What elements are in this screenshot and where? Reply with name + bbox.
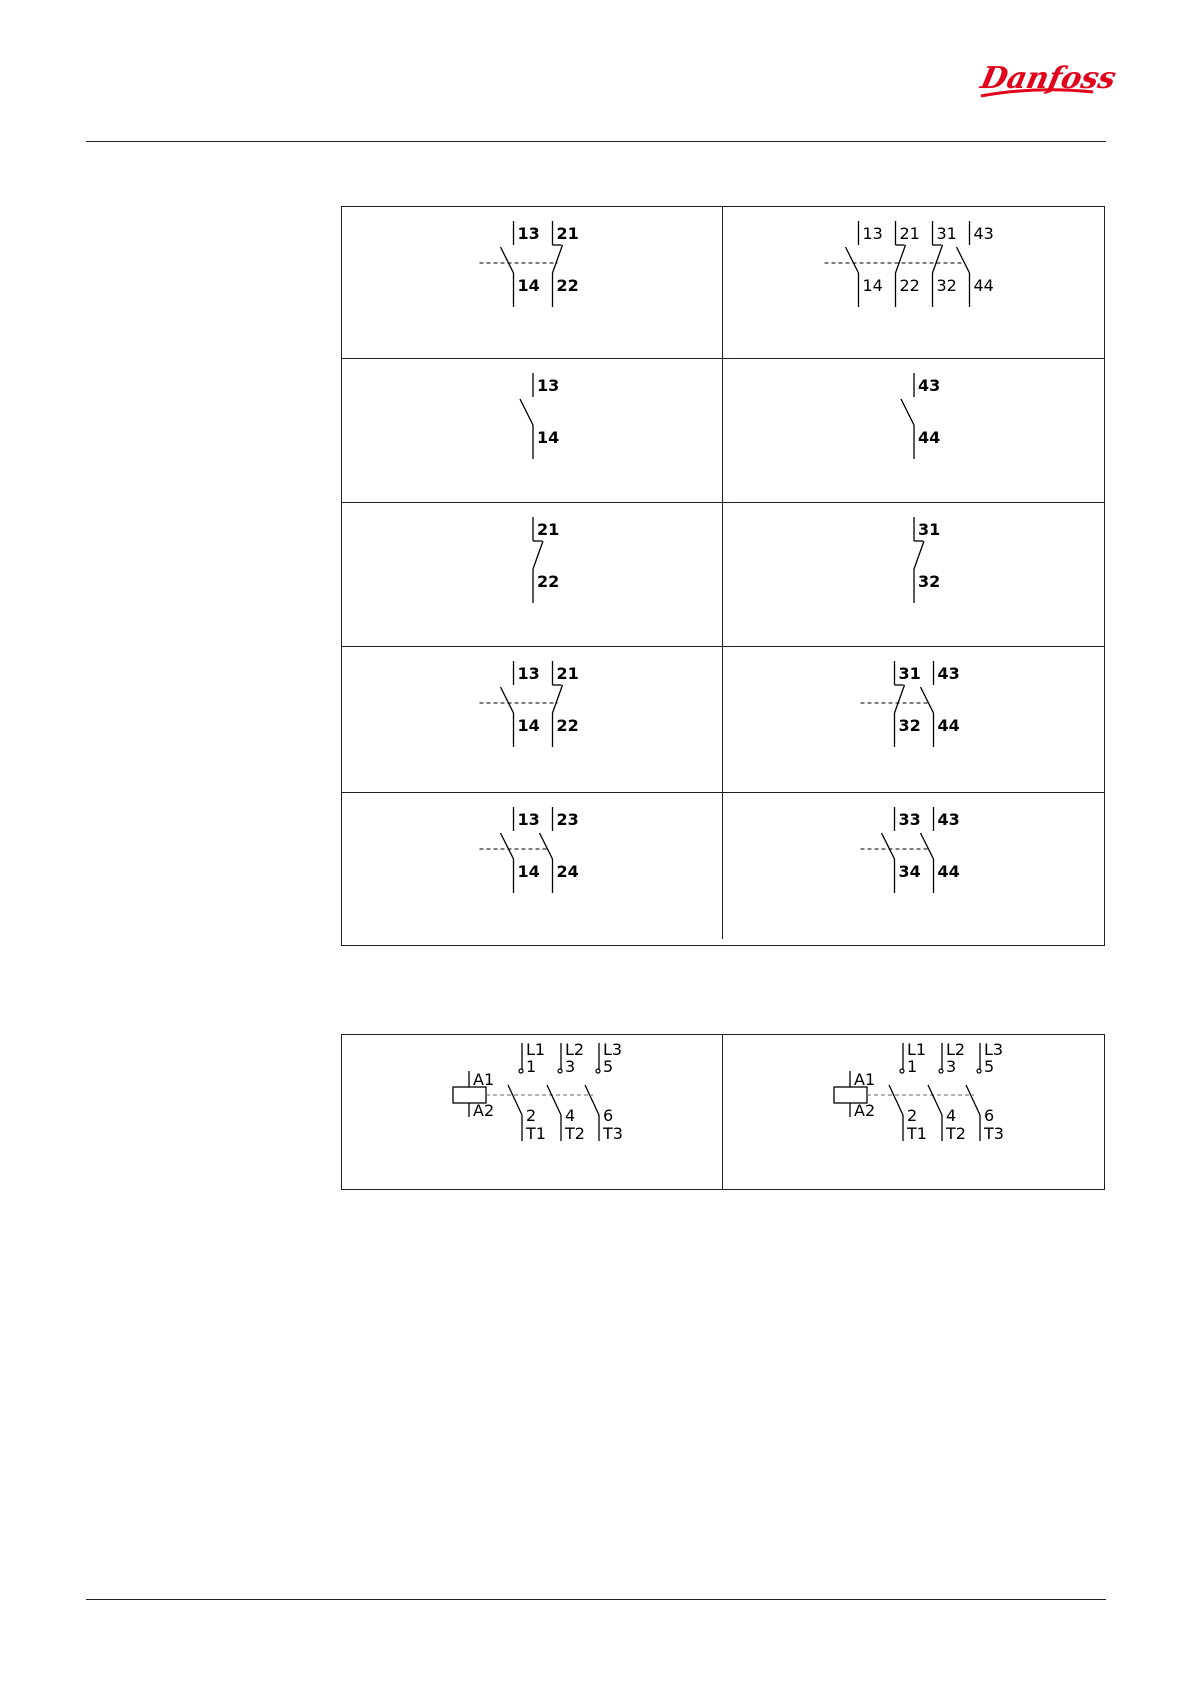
pole-in-label: 3 [946, 1057, 957, 1076]
header-rule [86, 141, 1106, 142]
terminal-label-bottom: 22 [899, 276, 920, 295]
pole-blade [966, 1085, 980, 1115]
contact-blade-no [882, 833, 895, 859]
contact-blade-nc [553, 685, 563, 713]
line-label: L2 [946, 1040, 966, 1059]
load-label: T2 [565, 1124, 585, 1143]
contact-blade-nc [895, 685, 905, 713]
line-label: L3 [603, 1040, 623, 1059]
pole-blade [928, 1085, 942, 1115]
aux-diagram [342, 359, 722, 502]
terminal-label-top: 31 [898, 664, 921, 683]
pole-blade [585, 1085, 599, 1115]
aux-cell [342, 647, 723, 793]
line-label: L1 [526, 1040, 546, 1059]
terminal-label-bottom: 22 [556, 716, 579, 735]
main-contacts-table [341, 1034, 1105, 1190]
pole-terminal-dot [977, 1069, 981, 1073]
aux-diagram [342, 207, 722, 358]
contact-blade-no [540, 833, 553, 859]
pole-in-label: 5 [603, 1057, 614, 1076]
terminal-label-bottom: 34 [898, 862, 921, 881]
pole-terminal-dot [519, 1069, 523, 1073]
danfoss-logo [975, 52, 1119, 104]
terminal-label-bottom: 22 [556, 276, 579, 295]
load-label: T1 [526, 1124, 546, 1143]
pole-terminal-dot [939, 1069, 943, 1073]
terminal-label-bottom: 14 [517, 276, 540, 295]
contact-blade-no [501, 247, 514, 273]
pole-terminal-dot [596, 1069, 600, 1073]
terminal-label-bottom: 44 [937, 716, 960, 735]
terminal-label-top: 23 [556, 810, 579, 829]
pole-in-label: 5 [984, 1057, 995, 1076]
aux-diagram [342, 793, 722, 939]
danfoss-logo-text: Danfoss [977, 61, 1119, 96]
contact-blade-nc [933, 245, 943, 273]
pole-terminal-dot [558, 1069, 562, 1073]
pole-out-label: 4 [565, 1106, 576, 1125]
terminal-label-top: 21 [537, 520, 560, 539]
terminal-label-top: 13 [862, 224, 883, 243]
terminal-label-top: 21 [556, 224, 579, 243]
contact-blade-nc [896, 245, 906, 273]
terminal-label-top: 21 [556, 664, 579, 683]
line-label: L1 [907, 1040, 927, 1059]
terminal-label-bottom: 14 [862, 276, 883, 295]
terminal-label-bottom: 24 [556, 862, 579, 881]
terminal-label-top: 43 [937, 664, 960, 683]
pole-out-label: 6 [984, 1106, 995, 1125]
aux-diagram [723, 359, 1104, 502]
terminal-label-bottom: 32 [898, 716, 921, 735]
aux-diagram [723, 793, 1104, 939]
aux-cell [342, 359, 723, 503]
contact-blade-no [921, 833, 934, 859]
aux-diagram [342, 647, 722, 792]
terminal-label-top: 43 [918, 376, 941, 395]
aux-diagram [342, 503, 722, 646]
contact-blade-no [501, 833, 514, 859]
contact-blade-no [501, 687, 514, 713]
aux-cell [723, 793, 1104, 939]
terminal-label-bottom: 32 [918, 572, 941, 591]
terminal-label-top: 31 [936, 224, 957, 243]
pole-out-label: 2 [907, 1106, 918, 1125]
load-label: T2 [946, 1124, 966, 1143]
terminal-label-top: 13 [517, 810, 540, 829]
line-label: L3 [984, 1040, 1004, 1059]
footer-rule [86, 1599, 1106, 1600]
terminal-label-top: 21 [899, 224, 920, 243]
coil-label-bottom: A2 [854, 1101, 876, 1120]
aux-cell [723, 359, 1104, 503]
terminal-label-top: 43 [937, 810, 960, 829]
pole-out-label: 2 [526, 1106, 537, 1125]
terminal-label-top: 13 [517, 224, 540, 243]
terminal-label-bottom: 44 [937, 862, 960, 881]
main-diagram [342, 1035, 722, 1189]
terminal-label-bottom: 14 [517, 716, 540, 735]
contact-blade-no [520, 399, 533, 425]
aux-diagram [723, 647, 1104, 792]
contact-blade-no [921, 687, 934, 713]
aux-cell [723, 207, 1104, 359]
aux-cell [342, 503, 723, 647]
pole-blade [547, 1085, 561, 1115]
contact-blade-no [957, 247, 970, 273]
pole-in-label: 3 [565, 1057, 576, 1076]
pole-terminal-dot [900, 1069, 904, 1073]
pole-blade [889, 1085, 903, 1115]
terminal-label-bottom: 44 [973, 276, 994, 295]
aux-diagram [723, 503, 1104, 646]
terminal-label-bottom: 14 [537, 428, 560, 447]
load-label: T1 [907, 1124, 927, 1143]
terminal-label-top: 13 [517, 664, 540, 683]
auxiliary-contacts-table [341, 206, 1105, 946]
terminal-label-bottom: 14 [517, 862, 540, 881]
terminal-label-bottom: 44 [918, 428, 941, 447]
coil-label-top: A1 [473, 1070, 495, 1089]
main-diagram [723, 1035, 1104, 1189]
contact-blade-no [901, 399, 914, 425]
pole-out-label: 4 [946, 1106, 957, 1125]
line-label: L2 [565, 1040, 585, 1059]
contact-blade-nc [914, 541, 924, 569]
load-label: T3 [984, 1124, 1004, 1143]
terminal-label-top: 13 [537, 376, 560, 395]
terminal-label-bottom: 32 [936, 276, 957, 295]
pole-blade [508, 1085, 522, 1115]
coil-label-bottom: A2 [473, 1101, 495, 1120]
contact-blade-no [846, 247, 859, 273]
aux-diagram [723, 207, 1104, 358]
main-cell [723, 1035, 1104, 1189]
coil-label-top: A1 [854, 1070, 876, 1089]
contact-blade-nc [553, 245, 563, 273]
aux-cell [723, 503, 1104, 647]
aux-cell [342, 793, 723, 939]
terminal-label-top: 43 [973, 224, 994, 243]
load-label: T3 [603, 1124, 623, 1143]
contact-blade-nc [533, 541, 543, 569]
aux-cell [723, 647, 1104, 793]
pole-in-label: 1 [526, 1057, 537, 1076]
main-cell [342, 1035, 723, 1189]
pole-out-label: 6 [603, 1106, 614, 1125]
terminal-label-bottom: 22 [537, 572, 560, 591]
terminal-label-top: 31 [918, 520, 941, 539]
terminal-label-top: 33 [898, 810, 921, 829]
pole-in-label: 1 [907, 1057, 918, 1076]
aux-cell [342, 207, 723, 359]
